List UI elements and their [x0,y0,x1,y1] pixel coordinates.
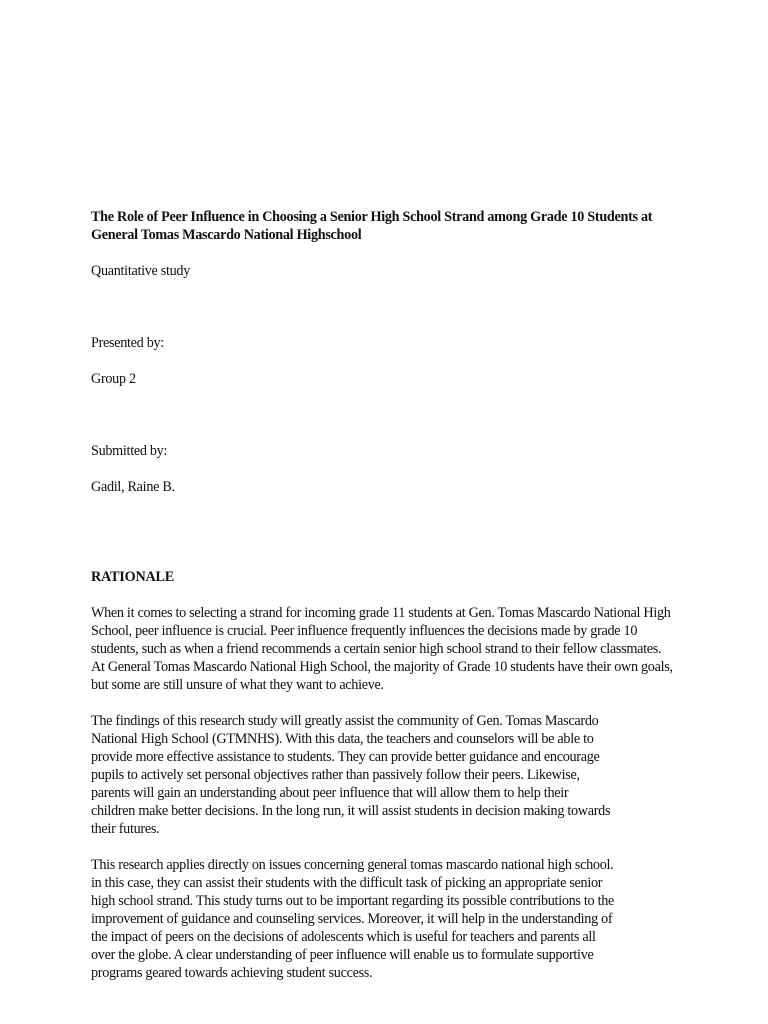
document-title: The Role of Peer Influence in Choosing a Senior High School Strand among Grade 10 Students at General Tomas Mascardo National Highschool [91,209,653,243]
section-heading-rationale: RATIONALE [91,569,175,585]
presented-by-label: Presented by: [91,335,164,351]
submitted-by-value: Gadil, Raine B. [91,479,175,495]
rationale-paragraph-3: This research applies directly on issues concerning general tomas mascardo national high school. in this case, they can assist their students with the difficult task of picking an appropriate senior high school strand. This study turns out to be important regarding its possible contributions to the improvement of guidance and counseling services. Moreover, it will help in the understanding of the impact of peers on the decisions of adolescents which is useful for teachers and parents all over the globe. A clear understanding of peer influence will enable us to formulate supportive programs geared towards achieving student success. [91,857,615,981]
presented-by-value: Group 2 [91,371,136,387]
submitted-by-block [91,424,688,514]
submitted-by-label: Submitted by: [91,443,168,459]
rationale-paragraph-2: The findings of this research study will greatly assist the community of Gen. Tomas Mascardo National High School (GTMNHS). With this data, the teachers and counselors will be able to provide more effective assistance to students. They can provide better guidance and encourage pupils to actively set personal objectives rather than passively follow their peers. Likewise, parents will gain an understanding about peer influence that will allow them to help their children make better decisions. In the long run, it will assist students in decision making towards their futures. [91,713,611,837]
rationale-paragraph-1: When it comes to selecting a strand for incoming grade 11 students at Gen. Tomas Mascardo National High School, peer influence is crucial. Peer influence frequently influences the decisions made by grade 10 students, such as when a friend recommends a certain senior high school strand to their fellow classmates. At General Tomas Mascardo National High School, the majority of Grade 10 students have their own goals, but some are still unsure of what they want to achieve. [91,605,673,693]
study-type: Quantitative study [91,263,191,279]
presented-by-block [91,316,688,406]
